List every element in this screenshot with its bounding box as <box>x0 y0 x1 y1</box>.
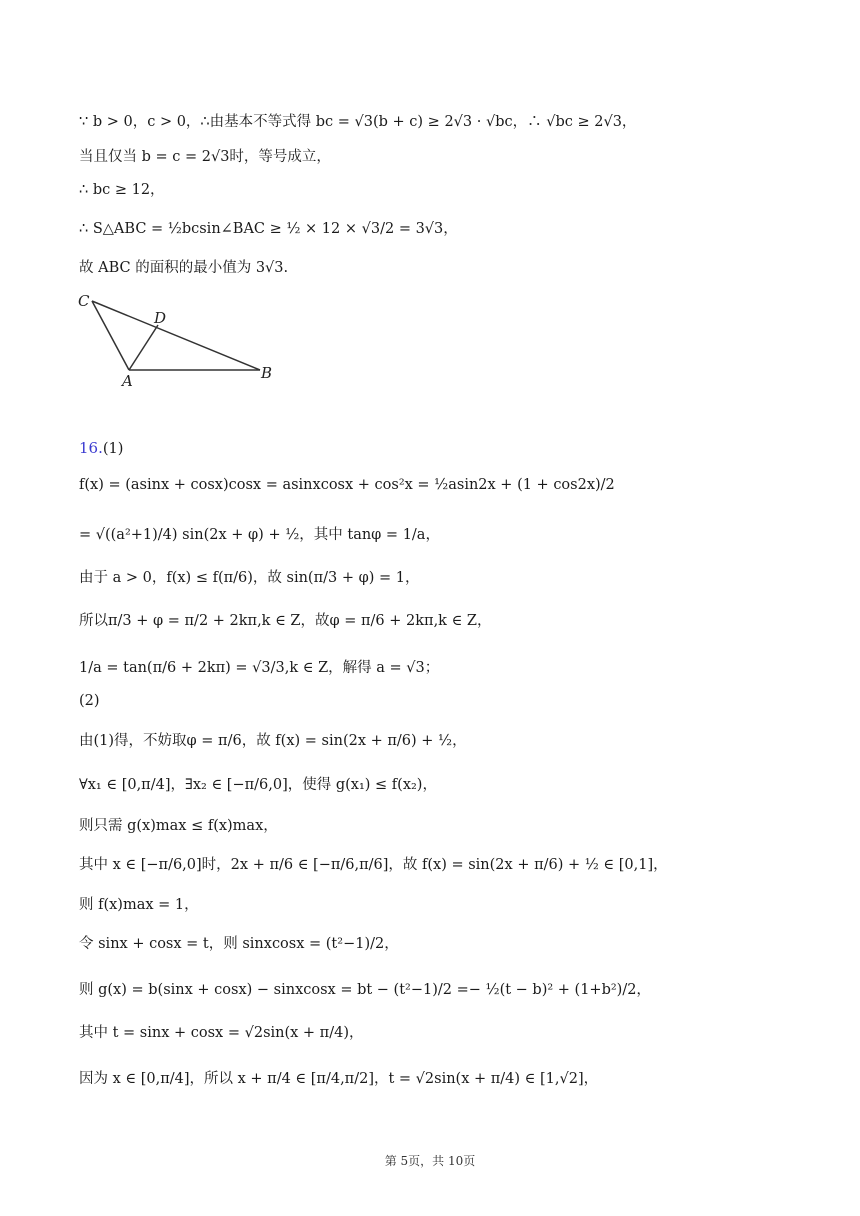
side-cb <box>92 301 260 370</box>
question-number: 16. <box>79 439 103 457</box>
segment-ad <box>129 325 158 370</box>
label-c: C <box>78 292 90 310</box>
line-9: 所以π/3 + φ = π/2 + 2kπ,k ∈ Z，故φ = π/6 + 2kπ,k ∈ Z， <box>79 613 492 629</box>
line-18: 则 g(x) = b(sinx + cosx) − sinxcosx = bt − (t²−1)/2 =− ½(t − b)² + (1+b²)/2， <box>79 982 651 998</box>
line-15: 其中 x ∈ [−π/6,0]时，2x + π/6 ∈ [−π/6,π/6]，故 f(x) = sin(2x + π/6) + ½ ∈ [0,1]， <box>79 857 668 873</box>
line-3: ∴ bc ≥ 12， <box>79 182 165 198</box>
line-14: 则只需 g(x)max ≤ f(x)max， <box>79 818 278 834</box>
question-16-header <box>79 441 123 457</box>
line-2: 当且仅当 b = c = 2√3时，等号成立， <box>79 149 331 165</box>
line-10: 1/a = tan(π/6 + 2kπ) = √3/3,k ∈ Z，解得 a = √3； <box>79 660 440 676</box>
question-part: (1) <box>102 441 124 457</box>
line-5: 故 ABC 的面积的最小值为 3√3. <box>79 260 289 276</box>
label-a: A <box>122 372 133 390</box>
line-8: 由于 a > 0，f(x) ≤ f(π/6)，故 sin(π/3 + φ) = 1， <box>79 570 420 586</box>
line-20: 因为 x ∈ [0,π/4]，所以 x + π/4 ∈ [π/4,π/2]，t = √2sin(x + π/4) ∈ [1,√2]， <box>79 1071 599 1087</box>
side-ca <box>92 301 129 370</box>
line-7: = √((a²+1)/4) sin(2x + φ) + ½，其中 tanφ = 1/a， <box>79 527 440 543</box>
line-16: 则 f(x)max = 1， <box>79 897 199 913</box>
line-4: ∴ S△ABC = ½bcsin∠BAC ≥ ½ × 12 × √3/2 = 3√3， <box>79 221 458 237</box>
line-13: ∀x₁ ∈ [0,π/4]，∃x₂ ∈ [−π/6,0]，使得 g(x₁) ≤ f(x₂)， <box>79 777 437 793</box>
page-footer: 第 5页，共 10页 <box>384 1154 476 1168</box>
triangle-figure <box>74 290 284 390</box>
line-1: ∵ b > 0，c > 0，∴由基本不等式得 bc = √3(b + c) ≥ 2√3 · √bc，∴ √bc ≥ 2√3， <box>79 114 637 130</box>
line-12: 由(1)得，不妨取φ = π/6，故 f(x) = sin(2x + π/6) + ½， <box>79 733 467 749</box>
line-11: (2) <box>79 693 100 709</box>
label-d: D <box>154 309 167 327</box>
line-17: 令 sinx + cosx = t，则 sinxcosx = (t²−1)/2， <box>79 936 399 952</box>
label-b: B <box>261 364 273 382</box>
line-6: f(x) = (asinx + cosx)cosx = asinxcosx + cos²x = ½asin2x + (1 + cos2x)/2 <box>79 477 615 493</box>
line-19: 其中 t = sinx + cosx = √2sin(x + π/4)， <box>79 1025 364 1041</box>
